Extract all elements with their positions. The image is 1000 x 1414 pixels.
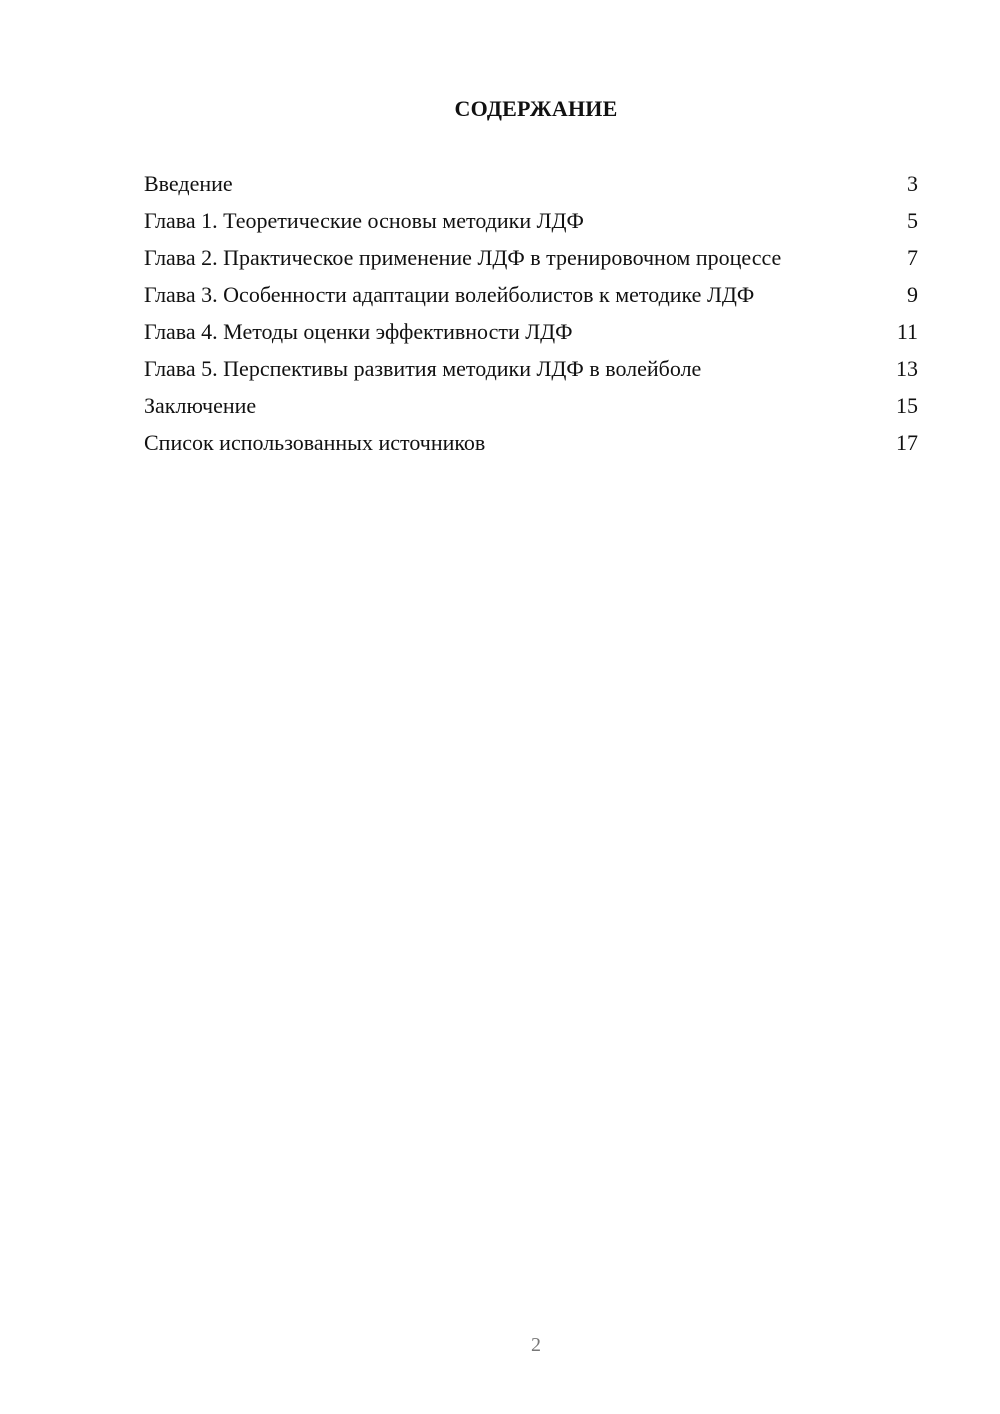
toc-entry-label: Введение: [144, 171, 233, 196]
toc-entry-references: [144, 429, 918, 456]
toc-entry-label: Заключение: [144, 393, 257, 418]
toc-entry-label: Глава 1. Теоретические основы методики ЛДФ: [144, 208, 584, 233]
toc-entry-label: Глава 4. Методы оценки эффективности ЛДФ: [144, 319, 573, 344]
page-number: 2: [531, 1334, 541, 1356]
toc-entry-page: 17: [896, 430, 918, 455]
toc-entry-page: 11: [896, 319, 918, 344]
toc-entry-introduction: [144, 170, 918, 197]
toc-entry-chapter-1: [144, 207, 918, 234]
table-of-contents: [144, 170, 918, 466]
toc-entry-page: 9: [907, 282, 918, 307]
toc-title: СОДЕРЖАНИЕ: [454, 96, 618, 121]
toc-entry-chapter-5: [144, 355, 918, 382]
toc-entry-label: Глава 2. Практическое применение ЛДФ в тренировочном процессе: [144, 245, 782, 270]
toc-entry-page: 13: [896, 356, 918, 381]
toc-entry-label: Глава 5. Перспективы развития методики ЛДФ в волейболе: [144, 356, 702, 381]
toc-entry-page: 3: [907, 171, 918, 196]
toc-entry-chapter-2: [144, 244, 918, 271]
toc-entry-chapter-3: [144, 281, 918, 308]
toc-entry-conclusion: [144, 392, 918, 419]
toc-entry-page: 5: [907, 208, 918, 233]
toc-entry-page: 15: [896, 393, 918, 418]
toc-entry-page: 7: [907, 245, 918, 270]
toc-entry-chapter-4: [144, 318, 918, 345]
toc-entry-label: Список использованных источников: [144, 430, 486, 455]
toc-entry-label: Глава 3. Особенности адаптации волейболистов к методике ЛДФ: [144, 282, 755, 307]
